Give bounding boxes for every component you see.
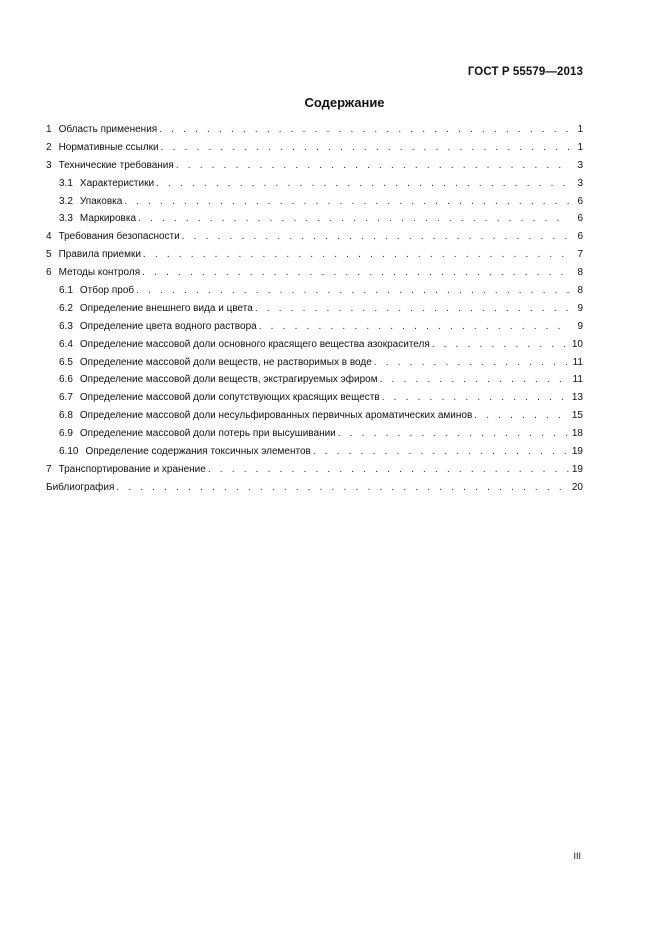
toc-entry-label: Маркировка: [79, 213, 137, 225]
toc-entry-page: 11: [572, 374, 583, 386]
toc-entry[interactable]: [46, 300, 583, 318]
toc-entry-page: 11: [572, 356, 583, 368]
toc-entry-label: Определение массовой доли сопутствующих красящих веществ: [79, 392, 380, 404]
toc-entry[interactable]: [46, 425, 583, 443]
toc-dot-leader: [136, 282, 569, 300]
toc-dot-leader: [138, 210, 569, 228]
toc-dot-leader: [474, 407, 569, 425]
toc-entry-page: 6: [577, 231, 583, 243]
toc-dot-leader: [116, 479, 569, 497]
toc-entry-number: 1: [46, 124, 52, 135]
toc-entry[interactable]: [46, 479, 583, 497]
toc-dot-leader: [338, 425, 569, 443]
toc-dot-leader: [143, 246, 569, 264]
toc-entry[interactable]: [46, 246, 583, 264]
toc-entry-number: 3.1: [59, 177, 73, 189]
toc-entry-label: Определение содержания токсичных элементов: [85, 446, 311, 458]
toc-dot-leader: [161, 139, 569, 157]
toc-entry-label: Библиография: [46, 481, 115, 493]
toc-dot-leader: [432, 336, 569, 354]
toc-entry-number: 3.2: [59, 195, 73, 207]
toc-dot-leader: [255, 300, 569, 318]
toc-entry-number: 6.5: [59, 356, 73, 368]
toc-entry-label: Определение цвета водного раствора: [79, 320, 257, 332]
toc-entry-label: Определение массовой доли веществ, не растворимых в воде: [79, 356, 372, 368]
toc-entry-number: 2: [46, 141, 52, 153]
toc-entry-number: 3.3: [59, 213, 73, 225]
toc-entry-page: 10: [571, 338, 583, 350]
toc-entry-number: 4: [46, 231, 52, 243]
toc-entry-number: 6.3: [59, 320, 73, 332]
toc-entry-label: Характеристики: [79, 177, 155, 189]
toc-entry[interactable]: [46, 443, 583, 461]
toc-entry-page: 7: [577, 249, 583, 261]
toc-entry[interactable]: [46, 157, 583, 175]
toc-dot-leader: [176, 157, 569, 175]
toc-dot-leader: [159, 121, 569, 139]
toc-entry-number: 6.2: [59, 302, 73, 314]
toc-entry-page: 20: [571, 481, 583, 493]
toc-entry-number: 6.7: [59, 392, 73, 404]
toc-entry-label: Область применения: [58, 124, 158, 135]
toc-entry-page: 18: [571, 428, 583, 440]
toc-entry-label: Определение внешнего вида и цвета: [79, 302, 253, 314]
toc-entry-label: Отбор проб: [79, 285, 135, 297]
toc-title: Содержание: [304, 95, 385, 110]
toc-dot-leader: [142, 264, 569, 282]
toc-entry[interactable]: [46, 175, 583, 193]
toc-entry-number: 6: [46, 267, 52, 279]
toc-entry-page: 6: [577, 213, 583, 225]
toc-dot-leader: [259, 318, 569, 336]
toc-entry-page: 13: [571, 392, 583, 404]
toc-entry-page: 3: [577, 177, 583, 189]
toc-entry-label: Правила приемки: [58, 249, 141, 261]
toc-entry[interactable]: [46, 461, 583, 479]
toc-dot-leader: [208, 461, 569, 479]
toc-entry-page: 19: [571, 446, 583, 458]
toc-entry-label: Методы контроля: [58, 267, 141, 279]
toc-entry[interactable]: [46, 282, 583, 300]
toc-entry-page: 9: [577, 302, 583, 314]
toc-entry-number: 6.1: [59, 285, 73, 297]
toc-dot-leader: [182, 228, 569, 246]
toc-entry-label: Определение массовой доли несульфированных первичных ароматических аминов: [79, 410, 473, 422]
toc-entry-page: 9: [577, 320, 583, 332]
toc-entry[interactable]: [46, 389, 583, 407]
toc-entry-label: Определение массовой доли потерь при высушивании: [79, 428, 336, 440]
toc-entry-label: Определение массовой доли основного красящего вещества азокрасителя: [79, 338, 430, 350]
toc-dot-leader: [124, 193, 569, 211]
toc-entry-number: 6.10: [59, 446, 79, 458]
toc-entry[interactable]: [46, 264, 583, 282]
toc-dot-leader: [374, 354, 569, 372]
toc-entry-label: Технические требования: [58, 159, 174, 171]
toc-entry-page: 8: [577, 285, 583, 297]
toc-dot-leader: [156, 175, 569, 193]
toc-entry[interactable]: [46, 371, 583, 389]
toc-entry-page: 15: [571, 410, 583, 422]
toc-entry[interactable]: [46, 336, 583, 354]
table-of-contents: [46, 121, 583, 497]
toc-entry-label: Нормативные ссылки: [58, 141, 159, 153]
toc-entry-number: 5: [46, 249, 52, 261]
toc-entry[interactable]: [46, 318, 583, 336]
toc-entry-page: 3: [577, 159, 583, 171]
toc-entry[interactable]: [46, 139, 583, 157]
toc-entry[interactable]: [46, 228, 583, 246]
toc-entry-label: Определение массовой доли веществ, экстрагируемых эфиром: [79, 374, 378, 386]
toc-entry-label: Упаковка: [79, 195, 123, 207]
toc-entry-page: 1: [577, 141, 583, 153]
toc-entry-number: 3: [46, 159, 52, 171]
toc-entry-number: 6.9: [59, 428, 73, 440]
toc-entry[interactable]: [46, 121, 583, 139]
toc-entry-label: Требования безопасности: [58, 231, 180, 243]
toc-entry[interactable]: [46, 354, 583, 372]
toc-dot-leader: [313, 443, 569, 461]
toc-entry-number: 6.6: [59, 374, 73, 386]
toc-entry[interactable]: [46, 193, 583, 211]
toc-entry-page: 6: [577, 195, 583, 207]
page-number: III: [573, 851, 581, 861]
toc-dot-leader: [382, 389, 569, 407]
toc-entry[interactable]: [46, 210, 583, 228]
toc-dot-leader: [380, 371, 569, 389]
toc-entry[interactable]: [46, 407, 583, 425]
toc-entry-number: 6.8: [59, 410, 73, 422]
toc-entry-number: 7: [46, 463, 52, 475]
toc-entry-page: 8: [577, 267, 583, 279]
toc-entry-page: 19: [571, 463, 583, 475]
document-code: ГОСТ Р 55579—2013: [467, 66, 583, 78]
toc-entry-page: 1: [577, 124, 583, 135]
toc-entry-label: Транспортирование и хранение: [58, 463, 206, 475]
toc-entry-number: 6.4: [59, 338, 73, 350]
